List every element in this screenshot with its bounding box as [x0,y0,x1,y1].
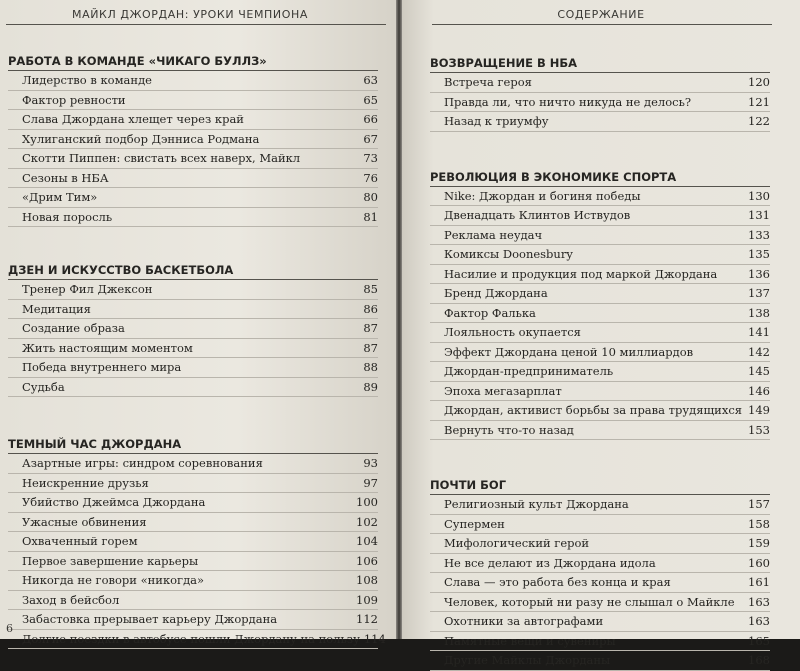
entry-title: Хулиганский подбор Дэнниса Родмана [22,131,260,146]
entry-page-number: 168 [748,653,770,667]
right-page [402,0,800,667]
entry-page-number: 76 [363,170,378,185]
entry-page-number: 73 [363,151,378,165]
toc-entry [430,401,770,421]
toc-section [8,435,386,649]
toc-entry [8,149,378,169]
entry-page-number: 135 [748,247,770,261]
entry-title: Новая поросль [22,209,113,224]
entry-title: Убийство Джеймса Джордана [22,495,206,509]
entry-page-number: 106 [356,553,378,568]
toc-entry [430,573,770,593]
entry-title: Лояльность окупается [444,325,581,339]
toc-entry [8,378,378,398]
header-rule [432,24,772,25]
entry-page-number: 80 [363,190,378,204]
toc-right [430,54,770,671]
entry-title: Тренер Фил Джексон [22,282,153,296]
entry-page-number: 87 [363,340,378,355]
section-title: ТЕМНЫЙ ЧАС ДЖОРДАНА [8,435,378,454]
entry-page-number: 87 [363,321,378,335]
entry-page-number: 93 [363,456,378,470]
toc-entry [430,323,770,343]
toc-entry [430,304,770,324]
entry-title: Слава Джордана хлещет через край [22,112,244,126]
header-rule [6,24,386,25]
section-title: ПОЧТИ БОГ [430,476,770,495]
section-title: РЕВОЛЮЦИЯ В ЭКОНОМИКЕ СПОРТА [430,168,770,187]
toc-entry [8,188,378,208]
toc-entry [430,534,770,554]
entry-page-number: 63 [363,73,378,87]
toc-entry [8,454,378,474]
entry-page-number: 100 [356,495,378,509]
running-header: СОДЕРЖАНИЕ [557,8,645,21]
entry-page-number: 81 [363,209,378,224]
entry-title: Забастовка прерывает карьеру Джордана [22,612,278,626]
toc-entry [8,513,378,533]
entry-title: Насилие и продукция под маркой Джордана [444,266,718,281]
entry-title: Победа внутреннего мира [22,360,182,374]
toc-entry [8,493,378,513]
section-gap [8,397,378,435]
entry-title: Жить настоящим моментом [22,340,193,355]
toc-entry [430,187,770,207]
entry-title: Религиозный культ Джордана [444,497,629,511]
entry-page-number: 65 [363,92,378,107]
section-gap [430,132,770,168]
entry-title: Создание образа [22,321,125,335]
toc-entry [430,421,770,441]
entry-page-number: 160 [748,555,770,570]
entry-page-number: 97 [363,475,378,490]
entry-page-number: 133 [748,227,770,242]
entry-page-number: 142 [748,344,770,359]
entry-title: Медитация [22,301,91,316]
entry-page-number: 108 [356,573,378,587]
entry-page-number: 122 [748,114,770,128]
entry-page-number: 141 [748,325,770,339]
entry-page-number: 159 [748,536,770,550]
toc-entry [430,226,770,246]
entry-title: Неискренние друзья [22,475,149,490]
entry-page-number: 163 [748,594,770,609]
entry-page-number: 149 [748,403,770,417]
toc-section [430,476,770,671]
toc-entry [430,382,770,402]
toc-entry [8,552,378,572]
entry-page-number: 137 [748,286,770,300]
section-gap [430,440,770,476]
entry-title: Лидерство в команде [22,73,152,87]
page-number: 6 [6,622,13,635]
section-gap [8,227,378,261]
toc-entry [430,265,770,285]
entry-title: Другие Майклы Джорданы [444,653,611,667]
entry-page-number: 66 [363,112,378,126]
entry-title: Мифологический герой [444,536,590,550]
toc-entry [8,130,378,150]
toc-entry [430,362,770,382]
entry-title: Ужасные обвинения [22,514,147,529]
section-title: ДЗЕН И ИСКУССТВО БАСКЕТБОЛА [8,261,378,280]
toc-entry [430,112,770,132]
entry-title: «Дрим Тим» [22,190,98,204]
entry-title: Фактор Фалька [444,305,536,320]
entry-page-number: 85 [363,282,378,296]
toc-section [8,261,378,397]
section-title: РАБОТА В КОМАНДЕ «ЧИКАГО БУЛЛЗ» [8,52,378,71]
toc-section [8,52,378,227]
toc-entry [8,319,378,339]
entry-page-number: 114 [363,631,386,646]
entry-page-number: 86 [363,301,378,316]
toc-entry [8,591,378,611]
entry-page-number: 102 [356,514,378,529]
entry-title: Охваченный горем [22,534,138,548]
entry-title: Фактор ревности [22,92,126,107]
entry-title: Судьба [22,379,65,394]
toc-entry [8,71,378,91]
entry-page-number: 157 [748,497,770,511]
entry-page-number: 112 [356,612,378,626]
toc-left [8,52,386,649]
toc-entry [430,651,770,671]
running-header: МАЙКЛ ДЖОРДАН: УРОКИ ЧЕМПИОНА [71,8,308,21]
entry-title: Первое завершение карьеры [22,553,199,568]
entry-page-number: 146 [748,383,770,398]
entry-title: Азартные игры: синдром соревнования [22,456,263,470]
entry-title: Супермен [444,516,505,531]
entry-page-number: 130 [748,188,770,203]
entry-title: Эффект Джордана ценой 10 миллиардов [444,344,694,359]
toc-section [430,54,770,132]
toc-entry [430,612,770,632]
entry-page-number: 161 [748,575,770,589]
toc-entry [8,91,378,111]
toc-entry [8,110,378,130]
entry-page-number: 67 [363,131,378,146]
toc-entry [8,208,378,228]
toc-entry [430,495,770,515]
entry-title: Никогда не говори «никогда» [22,573,205,587]
entry-title: Комиксы Doonesbury [444,247,573,261]
entry-title: Джордан, активист борьбы за права трудящихся [444,403,743,417]
entry-page-number: 104 [356,534,378,548]
toc-entry [430,73,770,93]
entry-title: Двенадцать Клинтов Иствудов [444,208,631,222]
entry-title: Скотти Пиппен: свистать всех наверх, Майкл [22,151,301,165]
toc-entry [8,358,378,378]
entry-title: Встреча героя [444,75,532,89]
entry-title: Правда ли, что ничто никуда не делось? [444,94,691,109]
toc-entry [8,630,386,650]
left-page [0,0,396,646]
entry-page-number: 109 [356,592,378,607]
entry-title: Реклама неудач [444,227,543,242]
entry-title: Долгие поездки в автобусе пошли Джордану на пользу [22,631,360,646]
entry-page-number: 153 [748,422,770,437]
entry-title: Памятные вещи и сувениры [444,633,616,648]
toc-entry [430,206,770,226]
toc-entry [430,343,770,363]
entry-page-number: 165 [748,633,770,648]
entry-page-number: 158 [748,516,770,531]
toc-entry [8,280,378,300]
toc-section [430,168,770,441]
section-title: ВОЗВРАЩЕНИЕ В НБА [430,54,770,73]
toc-entry [8,532,378,552]
toc-entry [8,474,378,494]
entry-title: Назад к триумфу [444,114,549,128]
toc-entry [430,554,770,574]
toc-entry [430,284,770,304]
toc-entry [8,300,378,320]
entry-title: Сезоны в НБА [22,170,109,185]
entry-page-number: 120 [748,75,770,89]
entry-title: Человек, который ни разу не слышал о Майкле [444,594,735,609]
toc-entry [430,93,770,113]
entry-title: Не все делают из Джордана идола [444,555,656,570]
entry-page-number: 89 [363,379,378,394]
entry-title: Nike: Джордан и богиня победы [444,188,641,203]
entry-title: Джордан-предприниматель [444,364,614,378]
entry-page-number: 88 [363,360,378,374]
entry-title: Заход в бейсбол [22,592,120,607]
toc-entry [430,593,770,613]
entry-title: Слава — это работа без конца и края [444,575,671,589]
toc-entry [430,632,770,652]
toc-entry [8,169,378,189]
toc-entry [8,610,378,630]
entry-page-number: 136 [748,266,770,281]
entry-page-number: 131 [748,208,770,222]
toc-entry [8,339,378,359]
entry-page-number: 121 [748,94,770,109]
entry-title: Вернуть что-то назад [444,422,574,437]
entry-page-number: 163 [748,614,770,628]
entry-title: Эпоха мегазарплат [444,383,562,398]
entry-title: Охотники за автографами [444,614,604,628]
toc-entry [430,245,770,265]
entry-page-number: 138 [748,305,770,320]
entry-page-number: 145 [748,364,770,378]
toc-entry [430,515,770,535]
toc-entry [8,571,378,591]
entry-title: Бренд Джордана [444,286,548,300]
